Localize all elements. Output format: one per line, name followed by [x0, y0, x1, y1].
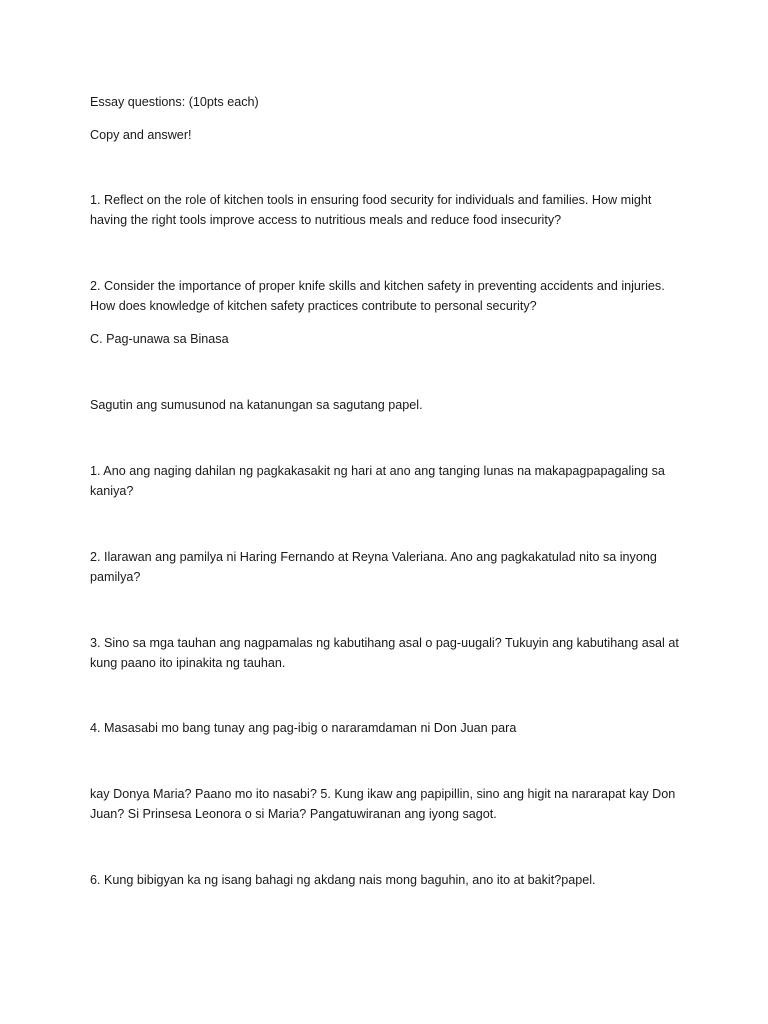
- essay-instruction: Copy and answer!: [90, 128, 192, 142]
- section-instruction: Sagutin ang sumusunod na katanungan sa sagutang papel.: [90, 398, 423, 412]
- section-question-3: 3. Sino sa mga tauhan ang nagpamalas ng kabutihang asal o pag-uugali? Tukuyin ang kabutihang asal at kung paano ito ipinakita ng tauhan.: [90, 636, 679, 670]
- section-question-4: 4. Masasabi mo bang tunay ang pag-ibig o nararamdaman ni Don Juan para: [90, 721, 517, 735]
- section-title: C. Pag-unawa sa Binasa: [90, 332, 229, 346]
- section-question-2: 2. Ilarawan ang pamilya ni Haring Fernando at Reyna Valeriana. Ano ang pagkakatulad nito sa inyong pamilya?: [90, 550, 657, 584]
- section-question-6: 6. Kung bibigyan ka ng isang bahagi ng akdang nais mong baguhin, ano ito at bakit?papel.: [90, 873, 596, 887]
- essay-question-2: 2. Consider the importance of proper knife skills and kitchen safety in preventing accidents and injuries. How does knowledge of kitchen safety practices contribute to personal security?: [90, 279, 665, 313]
- section-question-1: 1. Ano ang naging dahilan ng pagkakasakit ng hari at ano ang tanging lunas na makapagpapagaling sa kaniya?: [90, 464, 665, 498]
- essay-question-1: 1. Reflect on the role of kitchen tools in ensuring food security for individuals and families. How might having the right tools improve access to nutritious meals and reduce food insecurity?: [90, 193, 652, 227]
- section-question-4-5: kay Donya Maria? Paano mo ito nasabi? 5. Kung ikaw ang papipillin, sino ang higit na nararapat kay Don Juan? Si Prinsesa Leonora o si Maria? Pangatuwiranan ang iyong sagot.: [90, 787, 676, 821]
- essay-heading: Essay questions: (10pts each): [90, 95, 259, 109]
